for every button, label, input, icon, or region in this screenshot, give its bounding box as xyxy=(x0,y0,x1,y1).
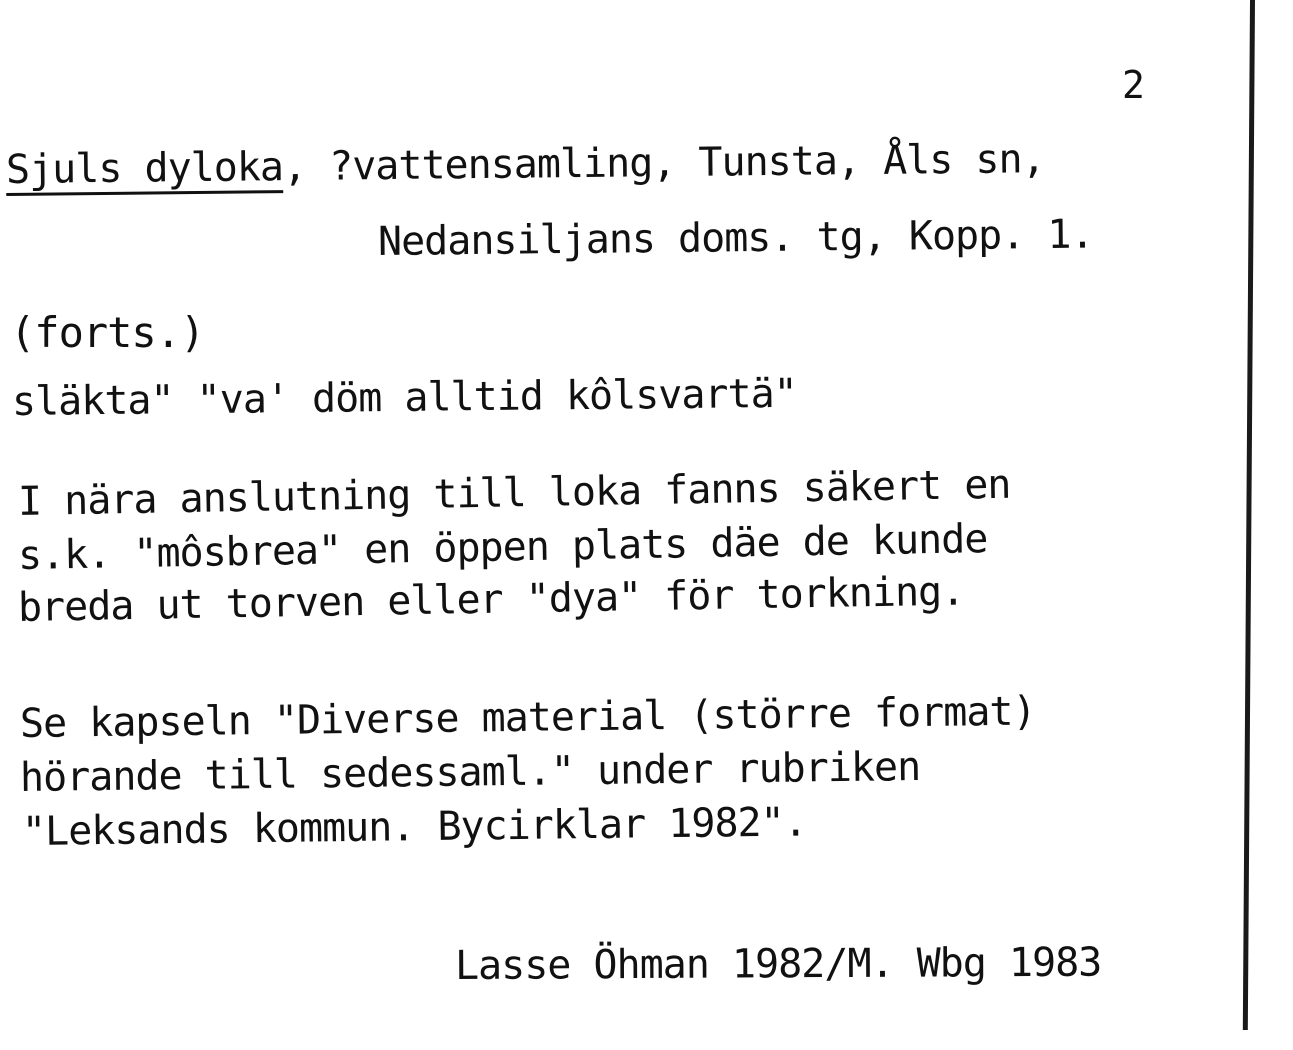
header-title: Sjuls dyloka xyxy=(5,144,284,193)
signature: Lasse Öhman 1982/M. Wbg 1983 xyxy=(454,939,1102,989)
paragraph1-line-2: s.k. "môsbrea" en öppen plats däe de kunde xyxy=(17,516,988,579)
paragraph2-line-2: hörande till sedessaml." under rubriken xyxy=(19,744,921,801)
header-line-1 xyxy=(5,136,1045,193)
paragraph2-line-3: "Leksands kommun. Bycirklar 1982". xyxy=(21,799,808,855)
paragraph2-line-1: Se kapseln "Diverse material (större format) xyxy=(19,688,1036,747)
card-edge-border xyxy=(1243,0,1255,1030)
page-number: 2 xyxy=(1122,63,1144,107)
header-line-2: Nedansiljans doms. tg, Kopp. 1. xyxy=(377,211,1094,265)
paragraph1-line-3: breda ut torven eller "dya" för torkning. xyxy=(17,568,965,631)
header-line-1-rest: , ?vattensamling, Tunsta, Åls sn, xyxy=(282,136,1045,191)
continued-label: (forts.) xyxy=(10,308,205,357)
paragraph1-line-1: I nära anslutning till loka fanns säkert en xyxy=(17,461,1011,525)
quote-line: släkta" "va' döm alltid kôlsvartä" xyxy=(11,370,797,425)
